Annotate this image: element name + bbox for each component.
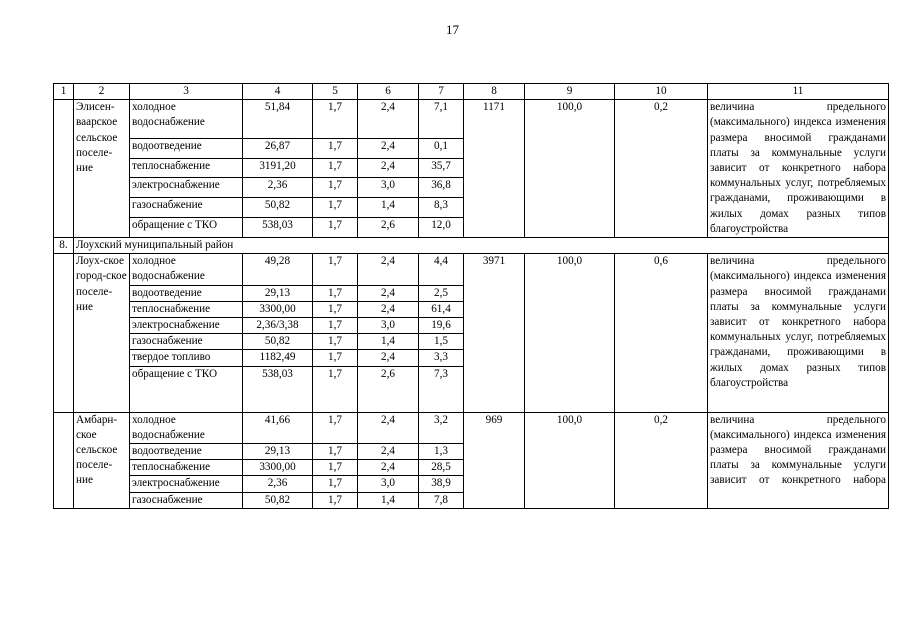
service-name: холодное водоснабжение (130, 254, 243, 285)
region-number: 8. (54, 238, 74, 254)
value-cell: 1,7 (313, 198, 358, 218)
tariff-value: 41,66 (243, 412, 313, 443)
header-cell: 11 (708, 84, 889, 100)
tariff-value: 50,82 (243, 334, 313, 350)
value-cell: 2,6 (358, 218, 419, 238)
tariff-value: 49,28 (243, 254, 313, 285)
service-name: твердое топливо (130, 350, 243, 366)
note-text: величина предельного (максимального) индекса изменения размера вносимой гражданами платы за коммунальные услуги зависит от конкретного набора коммунальных услуг, потребляемых гражданами, проживающими в жилых домах разных типов благоустройства (708, 100, 889, 238)
row-blank-cell (54, 254, 74, 412)
population-value: 969 (464, 412, 525, 508)
service-name: теплоснабжение (130, 301, 243, 317)
service-name: газоснабжение (130, 334, 243, 350)
service-name: теплоснабжение (130, 460, 243, 476)
value-cell: 2,5 (419, 285, 464, 301)
value-cell: 1,7 (313, 178, 358, 198)
row-blank-cell (54, 100, 74, 238)
value-cell: 2,4 (358, 444, 419, 460)
service-name: электроснабжение (130, 178, 243, 198)
tariff-value: 3300,00 (243, 460, 313, 476)
tariff-value: 2,36 (243, 476, 313, 492)
value-cell: 1,7 (313, 444, 358, 460)
value-cell: 3,0 (358, 318, 419, 334)
service-name: водоотведение (130, 444, 243, 460)
value-cell: 1,7 (313, 138, 358, 158)
value-cell: 0,6 (615, 254, 708, 412)
value-cell: 1,7 (313, 158, 358, 178)
value-cell: 7,3 (419, 366, 464, 412)
tariff-value: 538,03 (243, 218, 313, 238)
service-name: обращение с ТКО (130, 218, 243, 238)
population-value: 3971 (464, 254, 525, 412)
tariff-value: 1182,49 (243, 350, 313, 366)
value-cell: 1,7 (313, 350, 358, 366)
table-body (54, 84, 889, 509)
value-cell: 8,3 (419, 198, 464, 218)
population-value: 1171 (464, 100, 525, 238)
header-cell: 9 (525, 84, 615, 100)
value-cell: 2,4 (358, 158, 419, 178)
value-cell: 2,4 (358, 138, 419, 158)
region-row (54, 238, 889, 254)
value-cell: 1,4 (358, 492, 419, 508)
service-name: обращение с ТКО (130, 366, 243, 412)
value-cell: 38,9 (419, 476, 464, 492)
table-row (54, 100, 889, 139)
value-cell: 1,7 (313, 492, 358, 508)
service-name: холодное водоснабжение (130, 412, 243, 443)
header-cell: 1 (54, 84, 74, 100)
tariff-value: 2,36 (243, 178, 313, 198)
value-cell: 1,7 (313, 285, 358, 301)
tariff-table (53, 83, 889, 509)
value-cell: 19,6 (419, 318, 464, 334)
value-cell: 2,4 (358, 285, 419, 301)
value-cell: 28,5 (419, 460, 464, 476)
service-name: теплоснабжение (130, 158, 243, 178)
service-name: газоснабжение (130, 492, 243, 508)
service-name: водоотведение (130, 138, 243, 158)
value-cell: 1,4 (358, 334, 419, 350)
tariff-value: 51,84 (243, 100, 313, 139)
table-row (54, 254, 889, 285)
tariff-value: 50,82 (243, 492, 313, 508)
value-cell: 100,0 (525, 412, 615, 508)
tariff-value: 2,36/3,38 (243, 318, 313, 334)
service-name: водоотведение (130, 285, 243, 301)
value-cell: 3,2 (419, 412, 464, 443)
service-name: электроснабжение (130, 318, 243, 334)
value-cell: 2,4 (358, 460, 419, 476)
tariff-value: 29,13 (243, 444, 313, 460)
note-text: величина предельного (максимального) индекса изменения размера вносимой гражданами платы за коммунальные услуги зависит от конкретного набора (708, 412, 889, 508)
settlement-name: Элисен-ваарское сельское поселе-ние (74, 100, 130, 238)
header-row (54, 84, 889, 100)
value-cell: 2,4 (358, 100, 419, 139)
value-cell: 1,7 (313, 254, 358, 285)
region-name: Лоухский муниципальный район (74, 238, 889, 254)
value-cell: 1,7 (313, 218, 358, 238)
value-cell: 1,4 (358, 198, 419, 218)
value-cell: 3,0 (358, 178, 419, 198)
note-text: величина предельного (максимального) индекса изменения размера вносимой гражданами платы за коммунальные услуги зависит от конкретного набора коммунальных услуг, потребляемых гражданами, проживающими в жилых домах разных типов благоустройства (708, 254, 889, 412)
value-cell: 1,7 (313, 412, 358, 443)
value-cell: 100,0 (525, 100, 615, 238)
value-cell: 2,4 (358, 254, 419, 285)
tariff-value: 26,87 (243, 138, 313, 158)
header-cell: 5 (313, 84, 358, 100)
value-cell: 2,4 (358, 412, 419, 443)
value-cell: 2,6 (358, 366, 419, 412)
value-cell: 1,7 (313, 301, 358, 317)
value-cell: 36,8 (419, 178, 464, 198)
value-cell: 2,4 (358, 350, 419, 366)
settlement-name: Лоух-ское город-ское поселе-ние (74, 254, 130, 412)
value-cell: 1,7 (313, 366, 358, 412)
value-cell: 61,4 (419, 301, 464, 317)
value-cell: 7,1 (419, 100, 464, 139)
value-cell: 12,0 (419, 218, 464, 238)
value-cell: 0,1 (419, 138, 464, 158)
service-name: газоснабжение (130, 198, 243, 218)
header-cell: 3 (130, 84, 243, 100)
tariff-value: 3300,00 (243, 301, 313, 317)
value-cell: 1,5 (419, 334, 464, 350)
value-cell: 0,2 (615, 100, 708, 238)
table-row (54, 412, 889, 443)
value-cell: 1,7 (313, 100, 358, 139)
header-cell: 4 (243, 84, 313, 100)
tariff-value: 29,13 (243, 285, 313, 301)
value-cell: 3,3 (419, 350, 464, 366)
header-cell: 2 (74, 84, 130, 100)
service-name: электроснабжение (130, 476, 243, 492)
header-cell: 7 (419, 84, 464, 100)
value-cell: 1,3 (419, 444, 464, 460)
header-cell: 10 (615, 84, 708, 100)
row-blank-cell (54, 412, 74, 508)
service-name: холодное водоснабжение (130, 100, 243, 139)
value-cell: 35,7 (419, 158, 464, 178)
page-number: 17 (446, 22, 459, 37)
value-cell: 100,0 (525, 254, 615, 412)
value-cell: 4,4 (419, 254, 464, 285)
settlement-name: Амбарн-ское сельское поселе-ние (74, 412, 130, 508)
value-cell: 1,7 (313, 460, 358, 476)
header-cell: 8 (464, 84, 525, 100)
value-cell: 0,2 (615, 412, 708, 508)
tariff-value: 3191,20 (243, 158, 313, 178)
tariff-value: 538,03 (243, 366, 313, 412)
tariff-value: 50,82 (243, 198, 313, 218)
value-cell: 3,0 (358, 476, 419, 492)
value-cell: 1,7 (313, 476, 358, 492)
value-cell: 1,7 (313, 334, 358, 350)
header-cell: 6 (358, 84, 419, 100)
value-cell: 1,7 (313, 318, 358, 334)
value-cell: 7,8 (419, 492, 464, 508)
value-cell: 2,4 (358, 301, 419, 317)
